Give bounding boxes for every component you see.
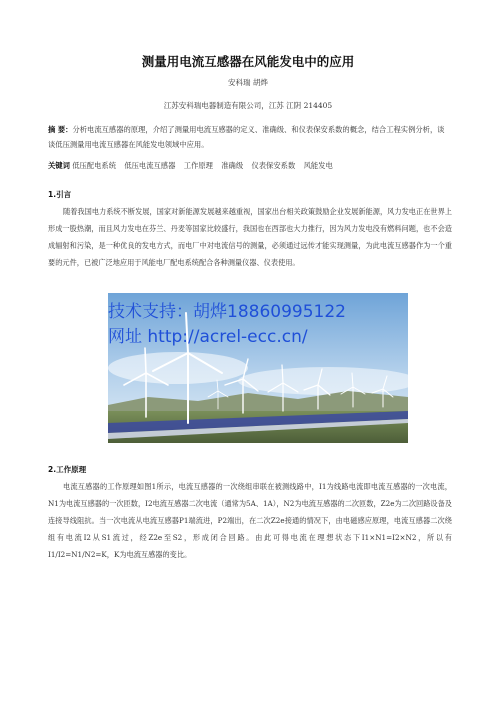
section-paragraph-introduction: 随着我国电力系统不断发展，国家对新能源发展越来越重视，国家出台相关政策鼓励企业发展新能源，风力发电正在世界上形成一股热潮，而且风力发电在芬兰、丹麦等国家比较盛行，我国也在西部也大力推行，因为风力发电没有燃料问题，也不会造成辐射和污染，是一种优良的发电方式，而电厂中对电流信号的测量，必须通过远传才能实现测量，为此电流互感器作为一个重要的元件，已被广泛地应用于风能电厂配电系统配合各种测量仪器、仪表使用。 (48, 207, 452, 268)
document-title: 测量用电流互感器在风能发电中的应用 (141, 54, 355, 69)
keyword: 工作原理 (183, 161, 213, 170)
keyword: 仪表保安系数 (251, 161, 296, 170)
abstract-label: 摘 要： (48, 125, 73, 134)
section-heading-introduction: 1.引言 (48, 190, 72, 199)
section-paragraph-principle: 电流互感器的工作原理如图1所示，电流互感器的一次绕组串联在被测线路中，I1为线路电流即电流互感器的一次电流，N1为电流互感器的一次匝数，I2电流互感器二次电流（通常为5A、1A），N2为电流互感器的二次匝数，Z2e为二次回路设备及连接导线阻抗。当一次电流从电流互感器P1端流进，P2端出，在二次Z2e接通的情况下，由电磁感应原理，电流互感器二次绕组有电流I2从S1流过，经Z2e至S2，形成闭合回路。由此可得电流在理想状态下I1×N1=I2×N2，所以有I1/I2=N1/N2=K，K为电流互感器的变比。 (48, 482, 452, 560)
keywords-label: 关键词 (48, 161, 70, 170)
watermark-support: 技术支持：胡烨18860995122 (108, 302, 346, 322)
keywords (48, 161, 450, 171)
keyword: 准确级 (221, 161, 244, 170)
keyword: 风能发电 (303, 161, 333, 170)
section-heading-principle: 2.工作原理 (48, 465, 87, 474)
watermark-website: 网址 http://acrel-ecc.cn/ (108, 327, 308, 347)
keyword: 低压配电系统 (72, 161, 116, 170)
affiliation: 江苏安科瑞电器制造有限公司，江苏 江阴 214405 (163, 101, 333, 110)
keyword: 低压电流互感器 (124, 161, 176, 170)
abstract-text: 分析电流互感器的原理，介绍了测量用电流互感器的定义、准确级、和仪表保安系数的概念，结合工程实例分析，谈谈低压测量用电流互感器在风能发电领域中应用。 (48, 125, 445, 149)
abstract (48, 122, 450, 152)
authors: 安科瑞 胡烨 (228, 78, 268, 87)
wind-farm-photo (108, 293, 408, 443)
